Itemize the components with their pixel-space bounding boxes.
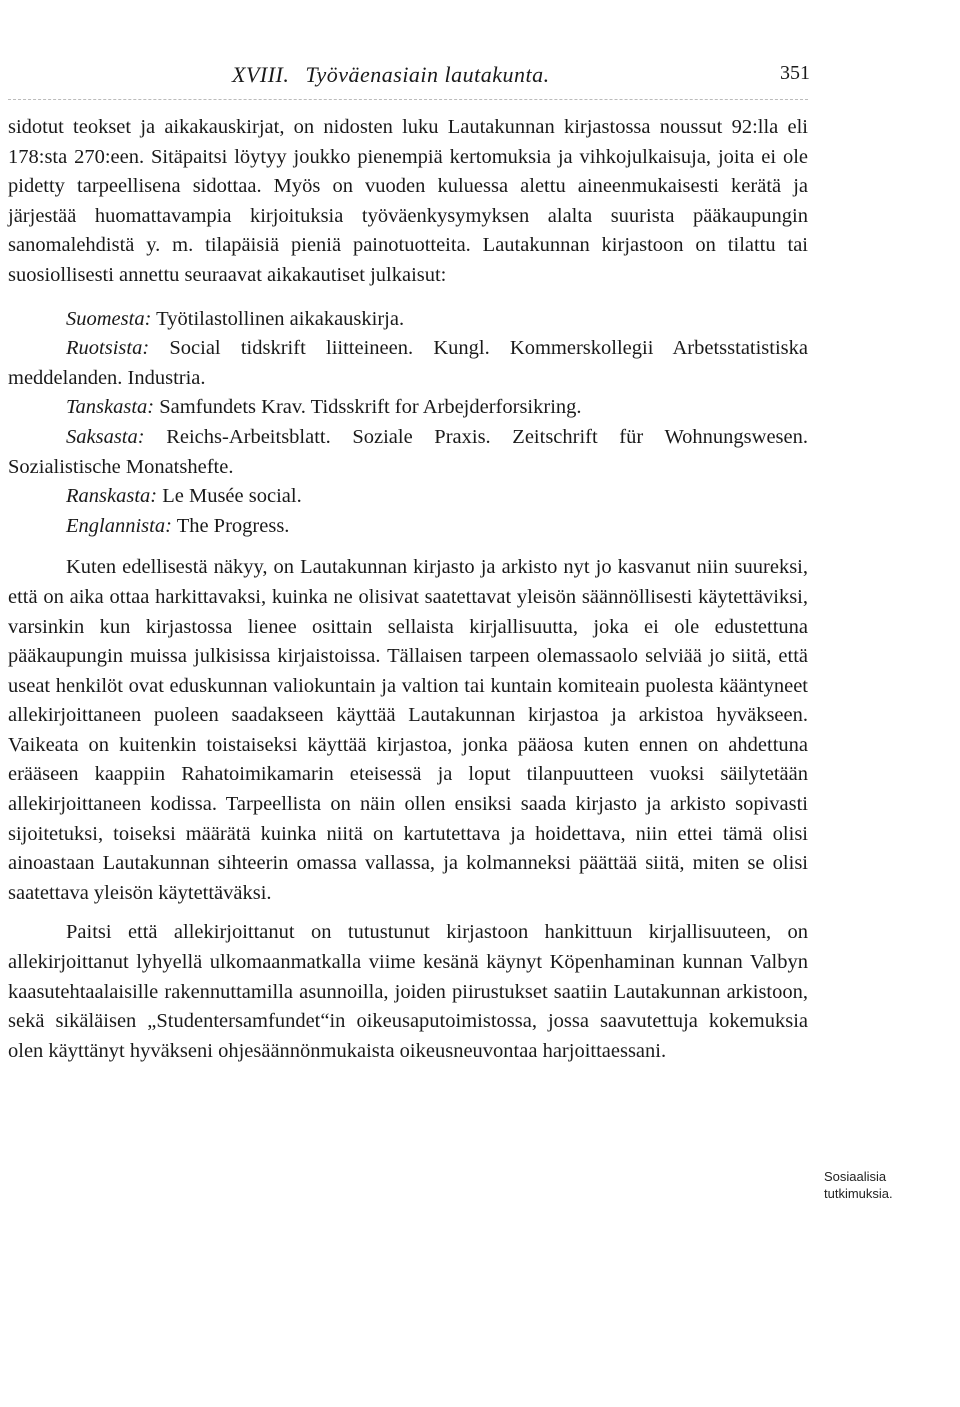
list-item-language: Suomesta: bbox=[66, 307, 152, 330]
periodicals-list bbox=[8, 305, 808, 542]
list-item-titles: The Progress. bbox=[176, 514, 290, 537]
list-item-language: Ranskasta: bbox=[66, 485, 158, 508]
paragraph-1: sidotut teokset ja aikakauskirjat, on nidosten luku Lautakunnan kirjastossa noussut 92:lla eli 178:sta 270:een. Sitäpaitsi löytyy joukko pienempiä kertomuksia ja vihkojulkaisuja, joita ei ole pidetty tarpeellisena sidottaa. Myös on vuoden kuluessa alettu aineenmukaisesti kerätä ja järjestää huomattavampia kirjoituksia työväenkysymyksen alalta suurista pääkaupungin sanomalehdistä y. m. tilapäisiä pieniä painotuotteita. Lautakunnan kirjastoon on tilattu tai suosiollisesti annettu seuraavat aikakautiset julkaisut: bbox=[8, 116, 808, 286]
list-item bbox=[8, 482, 808, 512]
list-item-language: Ruotsista: bbox=[66, 337, 150, 360]
list-item-language: Saksasta: bbox=[66, 425, 145, 448]
list-item bbox=[8, 334, 808, 393]
list-item-titles: Reichs-Arbeitsblatt. Soziale Praxis. Zeitschrift für Wohnungswesen. Sozialistische Monatshefte. bbox=[8, 425, 809, 478]
chapter-name: Työväenasiain lautakunta. bbox=[305, 62, 550, 87]
chapter-number: XVIII. bbox=[232, 62, 290, 87]
running-header bbox=[0, 62, 810, 92]
list-item-titles: Le Musée social. bbox=[162, 485, 302, 508]
margin-note: Sosiaalisia tutkimuksia. bbox=[824, 1169, 893, 1201]
paragraph-gap bbox=[8, 908, 808, 918]
chapter-title bbox=[232, 62, 550, 88]
list-item bbox=[8, 305, 808, 335]
list-item-titles: Samfundets Krav. Tidsskrift for Arbejderforsikring. bbox=[159, 396, 582, 419]
paragraph-2: Kuten edellisestä näkyy, on Lautakunnan kirjasto ja arkisto nyt jo kasvanut niin suureksi, että on aika ottaa harkittavaksi, kuinka ne olisivat saatettavat yleisön säännöllisesti käytettäviksi, varsinkin kun kirjastossa lienee osittain sellaista kirjallisuutta, joka ei ole edustettuna pääkaupungin muissa julkisissa kirjaistoissa. Tällaisen tarpeen olemassaolo selviää jo siitä, että useat henkilöt ovat eduskunnan valiokuntain ja valtion tai kuntain komiteain puolesta kääntyneet allekirjoittaneen puoleen saadakseen käyttää Lautakunnan kirjastoa ja arkistoa hyväkseen. Vaikeata on kuitenkin toistaiseksi käyttää kirjastoa, jonka pääosa kuten ennen on ahdettuna erääseen kaappiin Rahatoimikamarin eteisessä ja loput tilanpuutteen vuoksi säilytetään allekirjoittaneen kodissa. Tarpeellista on näin ollen ensiksi saada kirjasto ja arkisto sopivasti sijoitetuksi, toiseksi määrätä kuinka niitä on kartutettava ja hoidettava, niin ettei tämä olisi ainoastaan Lautakunnan sihteerin omassa vallassa, ja kolmanneksi päättää siitä, miten se olisi saatettava yleisön käytettäväksi. bbox=[8, 556, 808, 904]
list-item-language: Tanskasta: bbox=[66, 396, 155, 419]
paragraph-3: Paitsi että allekirjoittanut on tutustunut kirjastoon hankittuun kirjallisuuteen, on allekirjoittanut lyhyellä ulkomaanmatkalla viime kesänä käynyt Köpenhaminan kunnan Valbyn kaasutehtaalaisille rakennuttamilla asunnoilla, joiden piirustukset saatiin Lautakunnan arkistoon, sekä sikäläisen „Studentersamfundet“in oikeusaputoimistossa, jossa saavutettuja kokemuksia olen käyttänyt hyväkseni ohjesäännönmukaista oikeusneuvontaa harjoittaessani. bbox=[8, 921, 808, 1062]
list-item bbox=[8, 423, 808, 482]
list-item-titles: Työtilastollinen aikakauskirja. bbox=[156, 307, 405, 330]
list-item-titles: Social tidskrift liitteineen. Kungl. Kommerskollegii Arbetsstatistiska meddelanden. Industria. bbox=[8, 337, 809, 389]
list-item bbox=[8, 512, 808, 542]
page-number: 351 bbox=[780, 62, 810, 84]
header-rule bbox=[8, 99, 808, 100]
body-text bbox=[8, 113, 808, 1066]
list-item bbox=[8, 393, 808, 423]
list-item-language: Englannista: bbox=[66, 514, 172, 537]
